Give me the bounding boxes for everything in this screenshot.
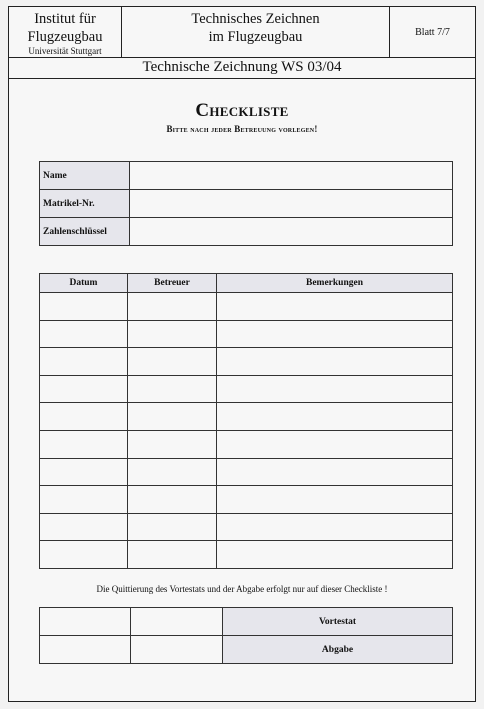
institute-name-line1: Institut für xyxy=(34,11,96,27)
datum-cell[interactable] xyxy=(40,430,128,458)
bemerkungen-cell[interactable] xyxy=(217,375,453,403)
log-header-row xyxy=(40,274,453,293)
zahlenschluessel-label: Zahlenschlüssel xyxy=(40,218,130,246)
zahlenschluessel-field[interactable] xyxy=(130,218,453,246)
table-row xyxy=(40,375,453,403)
institute-cell xyxy=(9,7,122,57)
datum-cell[interactable] xyxy=(40,293,128,321)
column-header-betreuer: Betreuer xyxy=(128,274,217,293)
signoff-cell[interactable] xyxy=(40,636,131,664)
betreuer-cell[interactable] xyxy=(128,348,217,376)
bemerkungen-cell[interactable] xyxy=(217,430,453,458)
table-row xyxy=(40,348,453,376)
table-row xyxy=(40,293,453,321)
student-info-table xyxy=(39,161,453,246)
betreuer-cell[interactable] xyxy=(128,513,217,541)
datum-cell[interactable] xyxy=(40,348,128,376)
matrikel-field[interactable] xyxy=(130,190,453,218)
table-row xyxy=(40,430,453,458)
course-title-line2: im Flugzeugbau xyxy=(208,29,303,45)
signoff-cell[interactable] xyxy=(131,608,223,636)
form-sheet xyxy=(8,6,476,702)
bemerkungen-cell[interactable] xyxy=(217,541,453,569)
abgabe-label: Abgabe xyxy=(223,636,453,664)
datum-cell[interactable] xyxy=(40,486,128,514)
datum-cell[interactable] xyxy=(40,541,128,569)
datum-cell[interactable] xyxy=(40,458,128,486)
column-header-bemerkungen: Bemerkungen xyxy=(217,274,453,293)
header xyxy=(9,7,475,58)
signoff-cell[interactable] xyxy=(40,608,131,636)
betreuer-cell[interactable] xyxy=(128,375,217,403)
name-field[interactable] xyxy=(130,162,453,190)
signoff-row-vortestat xyxy=(40,608,453,636)
info-row-name xyxy=(40,162,453,190)
datum-cell[interactable] xyxy=(40,513,128,541)
betreuer-cell[interactable] xyxy=(128,403,217,431)
betreuer-cell[interactable] xyxy=(128,430,217,458)
betreuer-cell[interactable] xyxy=(128,541,217,569)
table-row xyxy=(40,403,453,431)
signoff-table xyxy=(39,607,453,664)
signoff-row-abgabe xyxy=(40,636,453,664)
datum-cell[interactable] xyxy=(40,320,128,348)
signoff-note: Die Quittierung des Vortestats und der Abgabe erfolgt nur auf dieser Checkliste ! xyxy=(96,584,388,594)
table-row xyxy=(40,320,453,348)
table-row xyxy=(40,541,453,569)
course-title-line1: Technisches Zeichnen xyxy=(191,11,320,27)
datum-cell[interactable] xyxy=(40,375,128,403)
supervision-log-table xyxy=(39,273,453,569)
signoff-cell[interactable] xyxy=(131,636,223,664)
sheet-number: Blatt 7/7 xyxy=(415,26,450,38)
university-name: Universität Stuttgart xyxy=(28,46,102,56)
betreuer-cell[interactable] xyxy=(128,293,217,321)
bemerkungen-cell[interactable] xyxy=(217,513,453,541)
bemerkungen-cell[interactable] xyxy=(217,458,453,486)
betreuer-cell[interactable] xyxy=(128,320,217,348)
matrikel-label: Matrikel-Nr. xyxy=(40,190,130,218)
page-title: Checkliste xyxy=(195,100,289,121)
betreuer-cell[interactable] xyxy=(128,486,217,514)
table-row xyxy=(40,486,453,514)
info-row-key xyxy=(40,218,453,246)
instruction-text: Bitte nach jeder Betreuung vorlegen! xyxy=(166,124,318,134)
bemerkungen-cell[interactable] xyxy=(217,486,453,514)
betreuer-cell[interactable] xyxy=(128,458,217,486)
log-body xyxy=(40,293,453,569)
column-header-datum: Datum xyxy=(40,274,128,293)
document-subtitle: Technische Zeichnung WS 03/04 xyxy=(9,57,475,79)
bemerkungen-cell[interactable] xyxy=(217,293,453,321)
vortestat-label: Vortestat xyxy=(223,608,453,636)
info-row-matrikel xyxy=(40,190,453,218)
name-label: Name xyxy=(40,162,130,190)
institute-name-line2: Flugzeugbau xyxy=(27,29,103,45)
bemerkungen-cell[interactable] xyxy=(217,348,453,376)
datum-cell[interactable] xyxy=(40,403,128,431)
course-cell xyxy=(122,7,390,57)
table-row xyxy=(40,513,453,541)
table-row xyxy=(40,458,453,486)
bemerkungen-cell[interactable] xyxy=(217,320,453,348)
bemerkungen-cell[interactable] xyxy=(217,403,453,431)
